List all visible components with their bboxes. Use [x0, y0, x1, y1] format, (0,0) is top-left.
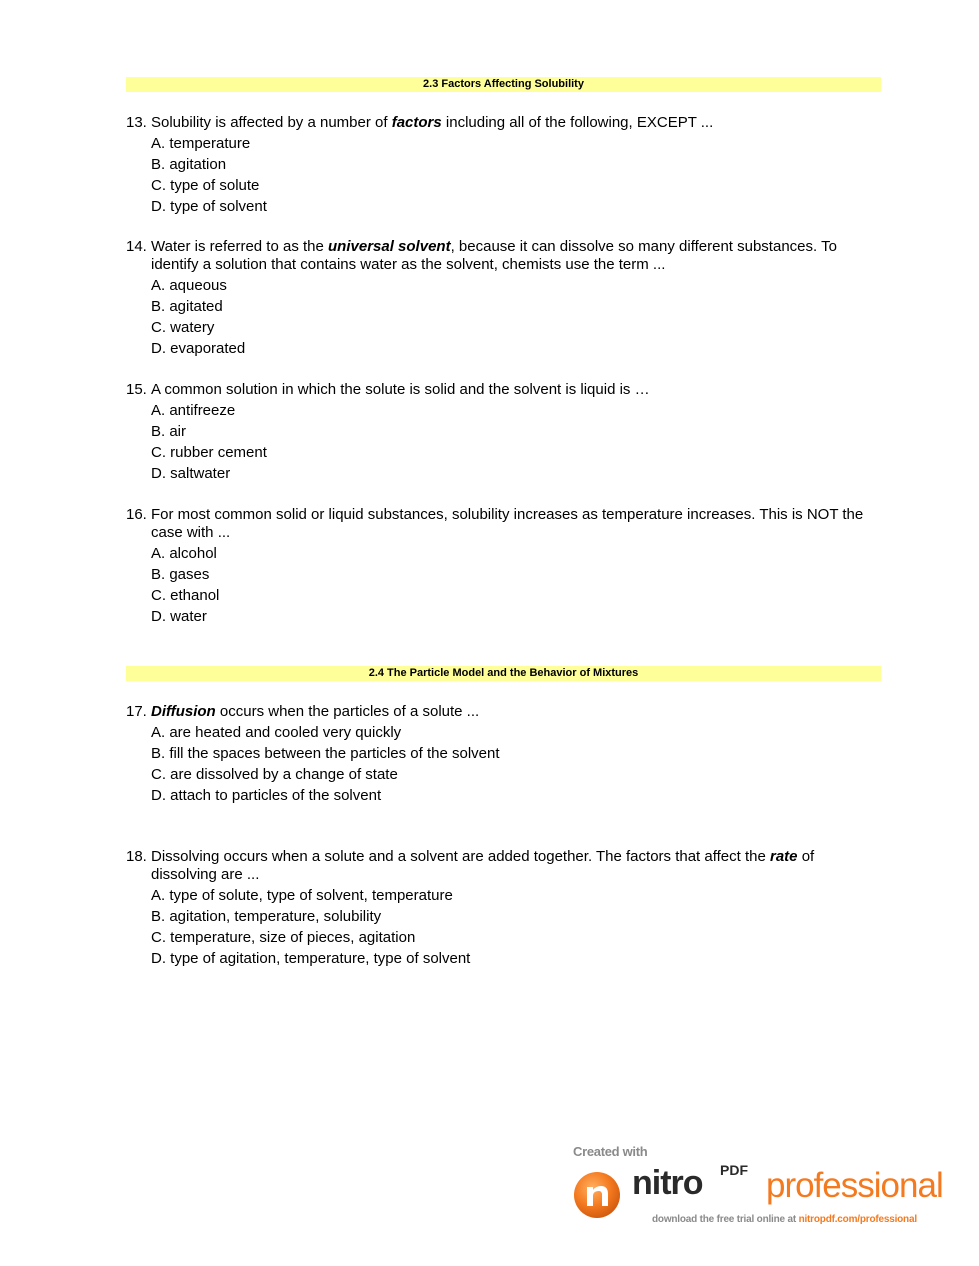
- answer-option: D. attach to particles of the solvent: [151, 787, 382, 804]
- answer-option: D. type of solvent: [151, 198, 267, 215]
- question-number: 14.: [126, 238, 147, 255]
- watermark-pdf: PDF: [720, 1162, 748, 1178]
- answer-option: C. watery: [151, 319, 215, 336]
- answer-option: B. air: [151, 423, 187, 440]
- answer-option: B. agitation, temperature, solubility: [151, 908, 382, 925]
- question-stem: Solubility is affected by a number of factors including all of the following, EXCEPT ...: [151, 114, 714, 131]
- question-number: 15.: [126, 381, 147, 398]
- question-14: [126, 238, 881, 361]
- nitro-pdf-watermark: [570, 1142, 970, 1232]
- question-13: [126, 114, 881, 219]
- question-stem: For most common solid or liquid substances, solubility increases as temperature increases. This is NOT the case with ...: [151, 506, 864, 541]
- question-15: [126, 381, 881, 486]
- question-number: 16.: [126, 506, 147, 523]
- section-heading-2-3: 2.3 Factors Affecting Solubility: [126, 77, 881, 92]
- answer-option: B. gases: [151, 566, 210, 583]
- answer-options: [151, 402, 881, 486]
- answer-option: B. agitated: [151, 298, 223, 315]
- watermark-download-text: download the free trial online at nitropdf.com/professional: [652, 1214, 917, 1225]
- answer-option: D. evaporated: [151, 340, 246, 357]
- question-stem: Water is referred to as the universal solvent, because it can dissolve so many different substances. To identify a solution that contains water as the solvent, chemists use the term ...: [151, 238, 837, 273]
- answer-option: C. ethanol: [151, 587, 220, 604]
- answer-option: C. temperature, size of pieces, agitation: [151, 929, 416, 946]
- question-stem: Dissolving occurs when a solute and a solvent are added together. The factors that affect the rate of dissolving are ...: [151, 848, 815, 883]
- answer-option: D. saltwater: [151, 465, 231, 482]
- answer-option: D. water: [151, 608, 207, 625]
- question-number: 13.: [126, 114, 147, 131]
- answer-option: A. aqueous: [151, 277, 227, 294]
- answer-option: B. agitation: [151, 156, 227, 173]
- question-18: [126, 848, 881, 971]
- answer-option: B. fill the spaces between the particles of the solvent: [151, 745, 500, 762]
- answer-option: A. alcohol: [151, 545, 217, 562]
- answer-option: A. type of solute, type of solvent, temperature: [151, 887, 453, 904]
- question-number: 17.: [126, 703, 147, 720]
- answer-options: [151, 135, 881, 219]
- answer-options: [151, 545, 881, 629]
- section-heading-2-4: 2.4 The Particle Model and the Behavior of Mixtures: [126, 666, 881, 681]
- watermark-link[interactable]: nitropdf.com/professional: [798, 1214, 917, 1225]
- answer-option: C. are dissolved by a change of state: [151, 766, 398, 783]
- answer-option: C. type of solute: [151, 177, 260, 194]
- question-16: [126, 506, 881, 629]
- answer-options: [151, 887, 881, 971]
- watermark-created-with: Created with: [573, 1144, 648, 1159]
- question-stem: Diffusion occurs when the particles of a solute ...: [151, 703, 480, 720]
- nitro-logo-icon: [572, 1170, 622, 1220]
- question-stem: A common solution in which the solute is solid and the solvent is liquid is …: [151, 381, 650, 398]
- answer-option: C. rubber cement: [151, 444, 267, 461]
- question-number: 18.: [126, 848, 147, 865]
- question-17: [126, 703, 881, 808]
- answer-option: A. are heated and cooled very quickly: [151, 724, 402, 741]
- answer-option: A. antifreeze: [151, 402, 236, 419]
- watermark-professional: professional: [766, 1166, 943, 1205]
- answer-option: D. type of agitation, temperature, type of solvent: [151, 950, 471, 967]
- answer-options: [151, 277, 881, 361]
- answer-options: [151, 724, 881, 808]
- answer-option: A. temperature: [151, 135, 251, 152]
- watermark-nitro: nitro: [632, 1164, 703, 1202]
